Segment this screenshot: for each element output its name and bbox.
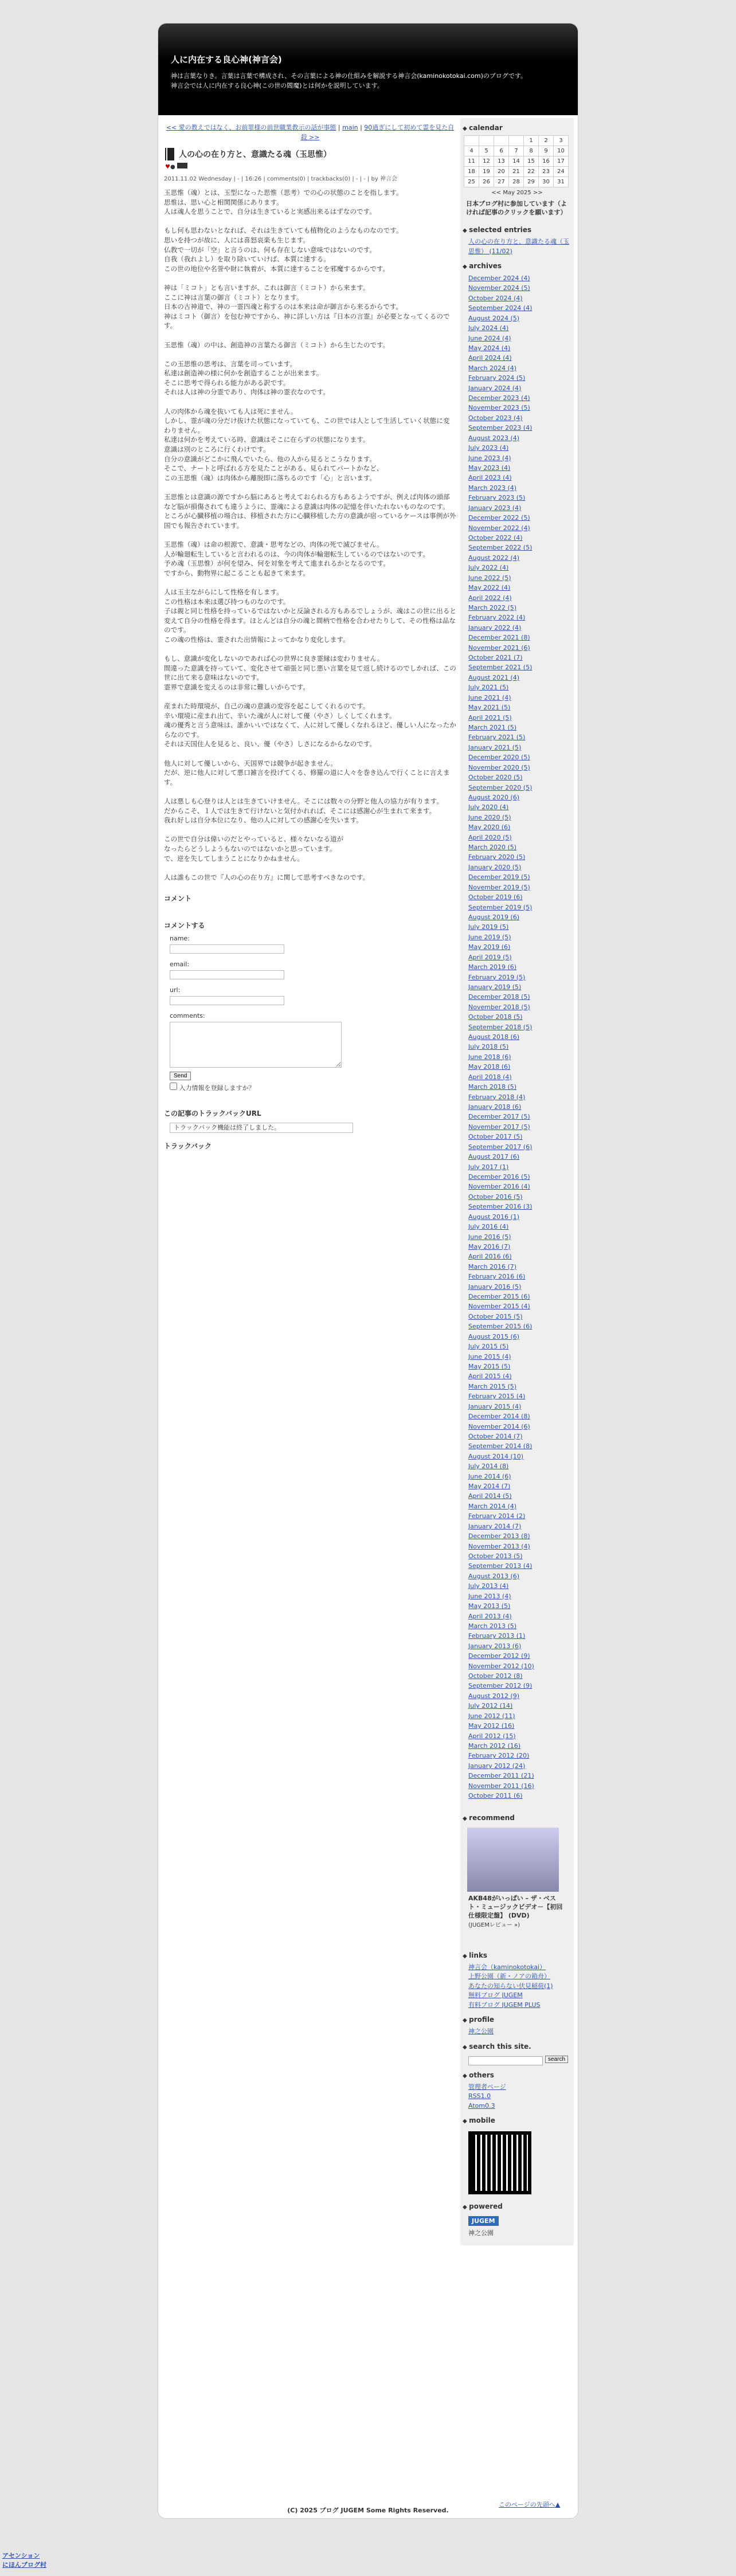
mobile-heading: ◆ mobile: [460, 2111, 574, 2128]
archive-link[interactable]: February 2016 (6): [468, 1273, 526, 1281]
calendar-day: 3: [554, 136, 569, 146]
email-field[interactable]: [170, 970, 284, 979]
calendar-day: 26: [479, 177, 494, 187]
archive-link[interactable]: March 2012 (16): [468, 1742, 521, 1750]
archive-link[interactable]: June 2023 (4): [468, 454, 511, 462]
archive-link[interactable]: April 2013 (4): [468, 1612, 512, 1620]
archive-link[interactable]: November 2023 (5): [468, 404, 530, 412]
blog-description: 神は言葉なりき。言葉は言葉で構成され、その言葉による神の仕組みを解説する神言会(kaminokotokai.com)のブログです。 神言会では人に内在する良心神(この世の閻魔)とは何かを説明しています。: [171, 72, 527, 89]
archive-link[interactable]: May 2016 (7): [468, 1242, 511, 1250]
archive-link[interactable]: July 2016 (4): [468, 1223, 509, 1231]
calendar-day: 21: [509, 167, 524, 177]
archive-link[interactable]: September 2024 (4): [468, 304, 533, 312]
recommend-image[interactable]: [467, 1828, 559, 1892]
comment-form-heading: コメントする: [164, 922, 205, 930]
archive-link[interactable]: January 2018 (6): [468, 1103, 522, 1111]
archive-link[interactable]: April 2015 (4): [468, 1373, 512, 1381]
calendar-day: 20: [494, 167, 509, 177]
entry-body: [164, 188, 456, 882]
sidebar-link[interactable]: 上野公園（新・ノアの箱舟）: [468, 1973, 550, 1981]
archive-link[interactable]: November 2017 (5): [468, 1123, 530, 1131]
archive-link[interactable]: March 2021 (5): [468, 723, 517, 731]
calendar-day: 9: [539, 146, 554, 156]
archive-link[interactable]: December 2015 (6): [468, 1293, 530, 1301]
archive-link[interactable]: May 2022 (4): [468, 584, 511, 592]
archive-link[interactable]: April 2021 (5): [468, 713, 512, 722]
calendar-day: 11: [464, 156, 479, 167]
calendar-day: 13: [494, 156, 509, 167]
archive-link[interactable]: March 2019 (6): [468, 963, 517, 971]
search-row: [460, 2054, 574, 2065]
search-input[interactable]: [468, 2056, 543, 2065]
entry-paragraph: 玉思惟とは意識の源ですから脳にあると考えておられる方もあるようですが、例えば肉体の頭部など脳が損傷されても違うように、霊魂による意識は肉体の記憶を伴いたれないものなのです。 ところが心臓移植の場合は、移植された方に心臓移植した方の意識が宿っているケースは事例が外国でも報告されています。: [164, 493, 456, 530]
archive-link[interactable]: April 2022 (4): [468, 594, 512, 602]
archive-link[interactable]: June 2013 (4): [468, 1592, 511, 1600]
entry-paragraph: 人の肉体から魂を抜いても人は死にません。 しかし、霊が魂の分だけ抜けた状態になっていても、この世では人として生活していく状態に変わりません。 私達は何かを考えている時、意識はそこに在らずの状態になります。 意識は別のところに行くわけです。 自分の意識がどこかに飛んでいたら、他の人から見るとこうなります。 そこで、ナートと呼ばれる方を見たことがある、見られてパートかなど、 この玉思惟（魂）は肉体から離脱即に落ちるのです「心」と言います。: [164, 407, 450, 482]
archive-link[interactable]: December 2018 (5): [468, 993, 530, 1001]
archive-link[interactable]: June 2015 (4): [468, 1352, 511, 1360]
entry-paragraph: もし、意識が変化しないのであれば心の世界に良き霊縁は変わりません。 間違った意識を持っていて、変化させて頑張と同じ悪い言葉を見て返し続けるのでしかれば、この世に出て来る意味はないのです。 霊界で意識を変えるのは非常に難しいからです。: [164, 654, 456, 691]
trackback-url-field[interactable]: トラックバック機能は終了しました。: [170, 1123, 353, 1133]
archive-link[interactable]: February 2013 (1): [468, 1632, 526, 1640]
archive-link[interactable]: January 2020 (5): [468, 863, 522, 871]
archive-link[interactable]: September 2020 (5): [468, 783, 533, 791]
calendar-day: 18: [464, 167, 479, 177]
blogmura-banner[interactable]: 日本ブログ村に参加しています（よければ記事のクリックを願います）: [466, 200, 567, 216]
archive-link[interactable]: April 2014 (5): [468, 1492, 512, 1500]
archive-link[interactable]: October 2011 (6): [468, 1792, 523, 1800]
heart-badge: ♥●: [165, 163, 456, 170]
archive-link[interactable]: December 2022 (5): [468, 514, 530, 522]
calendar-day: 7: [509, 146, 524, 156]
calendar-day: 17: [554, 156, 569, 167]
blogmura-link[interactable]: にほんブログ村: [2, 2561, 46, 2569]
calendar-table: [464, 135, 569, 187]
archive-link[interactable]: July 2022 (4): [468, 564, 509, 572]
archive-link[interactable]: December 2023 (4): [468, 394, 530, 402]
archive-link[interactable]: September 2017 (6): [468, 1143, 533, 1151]
archive-link[interactable]: October 2019 (6): [468, 893, 523, 901]
sidebar-link[interactable]: 無料ブログ JUGEM: [468, 1991, 523, 1999]
qr-code: [468, 2131, 531, 2194]
entry-paragraph: 人は悪しも心登りは人とは生きていけません。そこには数々の分野と他人の協力が有ります。 だからこそ、１人では生きて行けないと気付かれれば、そこには感謝心が生まれて来ます。 我れ好しは自分本位になり、他の人に対しての感謝心を失います。: [164, 797, 443, 825]
archive-link[interactable]: December 2012 (9): [468, 1652, 530, 1660]
archive-link[interactable]: October 2015 (5): [468, 1312, 523, 1320]
archive-link[interactable]: October 2014 (7): [468, 1432, 523, 1440]
archive-link[interactable]: April 2023 (4): [468, 474, 512, 482]
archive-link[interactable]: August 2017 (6): [468, 1153, 520, 1161]
archive-link[interactable]: August 2022 (4): [468, 554, 520, 562]
entry-paragraph: 玉思惟（魂）とは、玉型になった思惟（思考）での心の状態のことを指します。 思惟は、思い心と相関関係にあります。 人は魂人を思うことで、自分は生きていると実感出来るはずなのです。: [164, 189, 403, 216]
search-heading: ◆ search this site.: [460, 2037, 574, 2054]
archive-link[interactable]: July 2012 (14): [468, 1702, 513, 1710]
archive-link[interactable]: July 2019 (5): [468, 923, 509, 931]
archive-link[interactable]: June 2024 (4): [468, 334, 511, 342]
archive-link[interactable]: December 2014 (8): [468, 1413, 530, 1421]
archive-link[interactable]: October 2012 (8): [468, 1672, 523, 1680]
calendar-day: 4: [464, 146, 479, 156]
selected-entry-link[interactable]: 人の心の在り方と、意識たる魂（玉思惟） (11/02): [468, 238, 569, 255]
archive-link[interactable]: October 2018 (5): [468, 1013, 523, 1021]
archive-link[interactable]: December 2020 (5): [468, 754, 530, 762]
recommend-review-link[interactable]: (JUGEMレビュー »): [468, 1922, 520, 1928]
archive-link[interactable]: February 2015 (4): [468, 1393, 526, 1401]
entry-paragraph: 神は「ミコト」とも言いますが、これは御言（ミコト）から来ます。 ここに神は言葉の御言（ミコト）となります。 日本の古神道で、神の一霊四魂と称するのは本来は命が御言から来るからです。 神はミコト（御言）を包む神ですから、神に詳しい方は『日本の言霊』が必要となってくるのです。: [164, 283, 450, 330]
others-link[interactable]: Atom0.3: [468, 2101, 495, 2110]
archive-link[interactable]: February 2019 (5): [468, 973, 526, 981]
prev-entry-link[interactable]: << 愛の教えではなく、お前罪様の前世職業教示の話が事態: [166, 124, 336, 131]
profile-heading: ◆ profile: [460, 2010, 574, 2027]
archive-link[interactable]: February 2012 (20): [468, 1752, 530, 1760]
archive-link[interactable]: May 2013 (5): [468, 1602, 511, 1610]
main-column: [164, 118, 456, 1155]
archive-link[interactable]: March 2018 (5): [468, 1083, 517, 1091]
archive-link[interactable]: February 2018 (4): [468, 1093, 526, 1101]
search-button[interactable]: search: [545, 2056, 568, 2063]
comments-label: comments:: [170, 1012, 205, 1020]
others-link[interactable]: RSS1.0: [468, 2092, 491, 2100]
others-link[interactable]: 管理者ページ: [468, 2083, 506, 2091]
calendar-day: 24: [554, 167, 569, 177]
archive-link[interactable]: December 2021 (8): [468, 634, 530, 642]
remember-row: [170, 1083, 456, 1092]
entry-paragraph: もし何も思わないとなれば、それは生きていても植物化のようなものなのです。 思いを持つが故に、人には喜怒哀楽も生じます。 仏教で一切が「空」と言うのは、何も存在しない意味ではないのです。 自我（我れよし）を取り除いていけば、本質に達する。 この世の地位や名誉や財に執着が、本質に達することを邪魔するからです。: [164, 226, 403, 273]
archive-link[interactable]: December 2019 (5): [468, 873, 530, 881]
calendar-day: 31: [554, 177, 569, 187]
archive-link[interactable]: May 2023 (4): [468, 464, 511, 472]
calendar-day: 30: [539, 177, 554, 187]
page-top-link[interactable]: このページの先頭へ▲: [499, 2501, 561, 2508]
archive-link[interactable]: March 2020 (5): [468, 844, 517, 852]
archive-link[interactable]: January 2019 (5): [468, 983, 522, 991]
archive-link[interactable]: September 2014 (8): [468, 1442, 533, 1450]
archive-link[interactable]: December 2011 (21): [468, 1772, 534, 1780]
archive-link[interactable]: November 2015 (4): [468, 1303, 530, 1311]
archive-link[interactable]: July 2014 (8): [468, 1463, 509, 1471]
next-entry-link[interactable]: 90過ぎにして初めて霊を見た自殺 >>: [300, 124, 455, 141]
calendar-nav[interactable]: << May 2025 >>: [491, 190, 543, 196]
archive-link[interactable]: February 2014 (2): [468, 1512, 526, 1520]
sidebar: [460, 118, 574, 2245]
profile-link[interactable]: 神之公園: [468, 2028, 494, 2036]
calendar-day: 23: [539, 167, 554, 177]
archive-link[interactable]: July 2024 (4): [468, 324, 509, 332]
entry-paragraph: 人は玉主ながらにして性格を有します。 この性格は本来は選び持つものなのです。 子は親と同じ性格を持っているではないかと反論される方もあるでしょうが、魂はこの世に出ると変えて自分の性格を得ます。ほとんどは自分の魂と間柄で性格を合わせたりして、その性格は品なのです。 この魂の性格は、霊された出情報によってかなり変化します。: [164, 587, 456, 644]
archive-link[interactable]: November 2014 (6): [468, 1422, 530, 1430]
archive-link[interactable]: February 2022 (4): [468, 614, 526, 622]
entry-paragraph: 人は誰もこの世で『人の心の在り方』に関して思考すべきなのです。: [164, 873, 370, 881]
entry-paragraph: この玉思惟の思考は、言葉を司っています。 私達は創造神の様に何かを創造することが出来ます。 そこに思考で得られる能力がある訳です。 それは人は神の分霊であり、肉体は神の霊衣なのです。: [164, 359, 330, 397]
archive-link[interactable]: August 2024 (5): [468, 314, 520, 322]
archive-link[interactable]: October 2023 (4): [468, 414, 523, 422]
archive-link[interactable]: March 2013 (5): [468, 1622, 517, 1630]
archive-link[interactable]: February 2020 (5): [468, 853, 526, 861]
archive-link[interactable]: January 2016 (5): [468, 1283, 522, 1291]
remember-checkbox[interactable]: [170, 1083, 177, 1090]
archive-link[interactable]: April 2018 (4): [468, 1073, 512, 1081]
archive-link[interactable]: May 2024 (4): [468, 344, 511, 352]
archive-link[interactable]: September 2013 (4): [468, 1562, 533, 1570]
entry-meta: 2011.11.02 Wednesday | - | 16:26 | comments(0) | trackbacks(0) | - | - | by 神言会: [164, 176, 397, 182]
archive-link[interactable]: January 2012 (24): [468, 1762, 526, 1770]
powered-heading: ◆ powered: [460, 2197, 574, 2214]
archive-link[interactable]: December 2024 (4): [468, 275, 530, 282]
archive-link[interactable]: March 2022 (5): [468, 603, 517, 611]
archive-link[interactable]: October 2013 (5): [468, 1552, 523, 1560]
archive-link[interactable]: March 2014 (4): [468, 1502, 517, 1510]
recommend-heading: ◆ recommend: [460, 1808, 574, 1825]
archive-link[interactable]: April 2016 (6): [468, 1253, 512, 1261]
calendar-day: 15: [524, 156, 539, 167]
comments-textarea[interactable]: [170, 1022, 342, 1068]
calendar-day: 28: [509, 177, 524, 187]
entry-title: [164, 148, 456, 160]
archive-link[interactable]: September 2019 (5): [468, 903, 533, 911]
archive-link[interactable]: July 2020 (4): [468, 803, 509, 811]
archive-link[interactable]: September 2012 (9): [468, 1682, 533, 1690]
archive-link[interactable]: January 2013 (6): [468, 1642, 522, 1650]
archive-link[interactable]: January 2023 (4): [468, 504, 522, 512]
archive-link[interactable]: February 2024 (5): [468, 374, 526, 382]
main-link[interactable]: main: [342, 124, 358, 131]
archive-link[interactable]: February 2023 (5): [468, 494, 526, 502]
jugem-logo[interactable]: JUGEM: [468, 2216, 499, 2226]
calendar-day: [509, 136, 524, 146]
archive-link[interactable]: May 2014 (7): [468, 1483, 511, 1491]
ascension-link[interactable]: アセンション: [2, 2552, 40, 2559]
archive-link[interactable]: November 2021 (6): [468, 644, 530, 652]
archive-link[interactable]: August 2016 (1): [468, 1213, 520, 1221]
calendar-day: 1: [524, 136, 539, 146]
archive-link[interactable]: September 2015 (6): [468, 1323, 533, 1331]
url-label: url:: [170, 986, 181, 994]
archive-link[interactable]: April 2019 (5): [468, 953, 512, 961]
archive-link[interactable]: May 2018 (6): [468, 1063, 511, 1071]
calendar-day: 22: [524, 167, 539, 177]
email-label: email:: [170, 960, 190, 969]
archive-link[interactable]: September 2021 (5): [468, 664, 533, 672]
archive-link[interactable]: March 2024 (4): [468, 364, 517, 372]
archive-link[interactable]: October 2022 (4): [468, 534, 523, 542]
entry-paragraph: 玉思惟（魂）は命の根源で、意識・思考などの、肉体の死で滅びません。 人が輪廻転生していると言われるのは、今の肉体が輪廻転生しているのではないのです。 予め魂（玉思惟）が何を望み、何を対象を考えて進まれるかとなるのです。 ですから、動物界に起こることも起きて来ます。: [164, 540, 429, 577]
name-field[interactable]: [170, 944, 284, 954]
archive-link[interactable]: August 2023 (4): [468, 434, 520, 442]
archive-link[interactable]: June 2020 (5): [468, 813, 511, 821]
send-button[interactable]: Send: [170, 1072, 191, 1080]
archive-link[interactable]: June 2012 (11): [468, 1712, 515, 1720]
archive-link[interactable]: January 2022 (4): [468, 624, 522, 632]
calendar-day: 10: [554, 146, 569, 156]
archive-link[interactable]: August 2019 (6): [468, 913, 520, 921]
comment-form: [170, 935, 456, 1068]
entry-title-icon: [164, 148, 174, 160]
archive-link[interactable]: June 2022 (5): [468, 574, 511, 582]
entry-paragraph: 他人に対して優しいから、天国界では競争が起きません。 だが、逆に他人に対して悪口雑言を投げてくる、修羅の道に人々を巻き込んで行くことに言えます。: [164, 759, 450, 786]
calendar-day: 12: [479, 156, 494, 167]
comments-heading: コメント: [164, 895, 192, 903]
archive-link[interactable]: July 2017 (1): [468, 1163, 509, 1171]
archive-link[interactable]: November 2013 (4): [468, 1542, 530, 1550]
archive-link[interactable]: May 2021 (5): [468, 704, 511, 712]
entry-paragraph: この世で自分は偉いのだとやっていると、様々ないなる道が なったらどうしようもないのではないかと思っています。 で、逆を失してしまうことになりかねません。: [164, 835, 344, 862]
archive-link[interactable]: November 2020 (5): [468, 763, 530, 771]
archive-link[interactable]: June 2021 (4): [468, 693, 511, 701]
selected-entries-heading: ◆ selected entries: [460, 220, 574, 237]
archive-link[interactable]: August 2014 (10): [468, 1452, 524, 1460]
archive-link[interactable]: September 2022 (5): [468, 544, 533, 552]
archive-link[interactable]: August 2021 (4): [468, 673, 520, 681]
archive-link[interactable]: May 2015 (5): [468, 1362, 511, 1370]
archive-link[interactable]: May 2019 (6): [468, 943, 511, 951]
archive-link[interactable]: March 2016 (7): [468, 1262, 517, 1271]
archive-link[interactable]: January 2024 (4): [468, 384, 522, 392]
blog-title-link[interactable]: 人に内在する良心神(神言会): [171, 54, 282, 65]
calendar-day: [464, 136, 479, 146]
profile-list: [460, 2027, 574, 2037]
archive-link[interactable]: October 2021 (7): [468, 654, 523, 662]
calendar-day: 14: [509, 156, 524, 167]
calendar-day: [479, 136, 494, 146]
archive-link[interactable]: June 2018 (6): [468, 1053, 511, 1061]
archive-link[interactable]: April 2024 (4): [468, 354, 512, 362]
archive-link[interactable]: October 2017 (5): [468, 1133, 523, 1141]
archive-link[interactable]: October 2024 (4): [468, 294, 523, 302]
name-label: name:: [170, 935, 190, 943]
archive-link[interactable]: August 2015 (6): [468, 1332, 520, 1340]
archive-link[interactable]: September 2023 (4): [468, 424, 533, 432]
archive-link[interactable]: November 2024 (5): [468, 284, 530, 292]
archive-link[interactable]: November 2019 (5): [468, 883, 530, 891]
archive-link[interactable]: August 2020 (6): [468, 793, 520, 801]
archives-list: [460, 273, 574, 1801]
calendar-day: [494, 136, 509, 146]
archive-link[interactable]: May 2012 (16): [468, 1722, 515, 1730]
url-field[interactable]: [170, 996, 284, 1005]
trackback-url-heading: この記事のトラックバックURL: [164, 1109, 261, 1118]
archive-link[interactable]: October 2016 (5): [468, 1193, 523, 1201]
archive-link[interactable]: July 2018 (5): [468, 1043, 509, 1051]
archive-link[interactable]: March 2015 (5): [468, 1382, 517, 1390]
archive-link[interactable]: November 2018 (5): [468, 1003, 530, 1011]
archive-link[interactable]: April 2012 (15): [468, 1732, 516, 1740]
archive-link[interactable]: December 2013 (8): [468, 1532, 530, 1540]
entry-paragraph: 産まれた時環境が、自己の魂の意識の変容を起こしてくれるのです。 辛い環境に産まれ出て、辛いた魂が人に対して優（やさ）しくしてくれます。 魂の優秀と言う意味は、誰かいいではなくて、人に対して優しくなれるほど、優しい人になったからなのです。 それは天国住人を見ると、良い、優（やさ）しさになるからなのです。: [164, 702, 456, 748]
archive-link[interactable]: December 2016 (5): [468, 1173, 530, 1181]
archive-link[interactable]: October 2020 (5): [468, 774, 523, 782]
archive-link[interactable]: July 2023 (4): [468, 444, 509, 452]
calendar-day: 29: [524, 177, 539, 187]
calendar-day: 6: [494, 146, 509, 156]
others-list: [460, 2083, 574, 2111]
archive-link[interactable]: March 2023 (4): [468, 484, 517, 492]
calendar-heading: ◆ calendar: [460, 118, 574, 135]
footer-copyright: (C) 2025 ブログ JUGEM Some Rights Reserved.: [287, 2507, 449, 2514]
trackback-heading: トラックバック: [164, 1142, 212, 1151]
archive-link[interactable]: November 2012 (10): [468, 1662, 534, 1670]
archive-link[interactable]: February 2021 (5): [468, 734, 526, 742]
archive-link[interactable]: July 2015 (5): [468, 1343, 509, 1351]
sidebar-link[interactable]: あなたの知らない伏見稲荷(1): [468, 1982, 553, 1990]
links-list: [460, 1963, 574, 2010]
sidebar-link[interactable]: 有料ブログ JUGEM PLUS: [468, 2001, 541, 2009]
others-heading: ◆ others: [460, 2065, 574, 2083]
entry-title-text: 人の心の在り方と、意識たる魂（玉思惟）: [179, 150, 331, 159]
archive-link[interactable]: November 2016 (4): [468, 1183, 530, 1191]
archive-link[interactable]: September 2016 (3): [468, 1203, 533, 1211]
calendar-day: 19: [479, 167, 494, 177]
links-heading: ◆ links: [460, 1946, 574, 1963]
archive-link[interactable]: January 2021 (5): [468, 743, 522, 751]
calendar-day: 16: [539, 156, 554, 167]
archive-link[interactable]: August 2012 (9): [468, 1692, 520, 1700]
archive-link[interactable]: June 2016 (5): [468, 1233, 511, 1241]
calendar-day: 5: [479, 146, 494, 156]
archive-link[interactable]: August 2013 (6): [468, 1572, 520, 1580]
calendar-day: 2: [539, 136, 554, 146]
selected-entries-list: [460, 237, 574, 256]
calendar-day: 8: [524, 146, 539, 156]
archive-link[interactable]: December 2017 (5): [468, 1113, 530, 1121]
recommend-title[interactable]: AKB48がいっぱい – ザ・ベスト・ミュージックビデオ－【初回仕様限定盤】 (DVD): [468, 1894, 563, 1919]
archives-heading: ◆ archives: [460, 256, 574, 273]
blog-header: [158, 23, 578, 115]
archive-link[interactable]: April 2020 (5): [468, 833, 512, 841]
archive-link[interactable]: August 2018 (6): [468, 1033, 520, 1041]
entry-pager: << 愛の教えではなく、お前罪様の前世職業教示の話が事態 | main | 90過ぎにして初めて霊を見た自殺 >>: [166, 124, 455, 141]
archive-link[interactable]: November 2022 (4): [468, 524, 530, 532]
archive-link[interactable]: July 2021 (5): [468, 684, 509, 692]
archive-link[interactable]: November 2011 (16): [468, 1782, 534, 1790]
calendar-day: 25: [464, 177, 479, 187]
bottom-left-links: [2, 2551, 46, 2570]
archive-link[interactable]: January 2014 (7): [468, 1522, 522, 1530]
remember-label: 入力情報を登録しますか？: [179, 1084, 255, 1092]
archive-link[interactable]: June 2014 (6): [468, 1472, 511, 1480]
page-container: [158, 23, 578, 2519]
powered-sub[interactable]: 神之公園: [468, 2229, 494, 2237]
archive-link[interactable]: July 2013 (4): [468, 1582, 509, 1590]
archive-link[interactable]: September 2018 (5): [468, 1023, 533, 1031]
archive-link[interactable]: June 2019 (5): [468, 933, 511, 941]
entry-paragraph: 玉思惟（魂）の中は、創造神の言葉たる御言（ミコト）から生じたのです。: [164, 340, 390, 349]
sidebar-link[interactable]: 神言会（kaminokotokai）: [468, 1963, 546, 1971]
calendar-day: 27: [494, 177, 509, 187]
archive-link[interactable]: May 2020 (6): [468, 824, 511, 832]
archive-link[interactable]: January 2015 (4): [468, 1402, 522, 1410]
